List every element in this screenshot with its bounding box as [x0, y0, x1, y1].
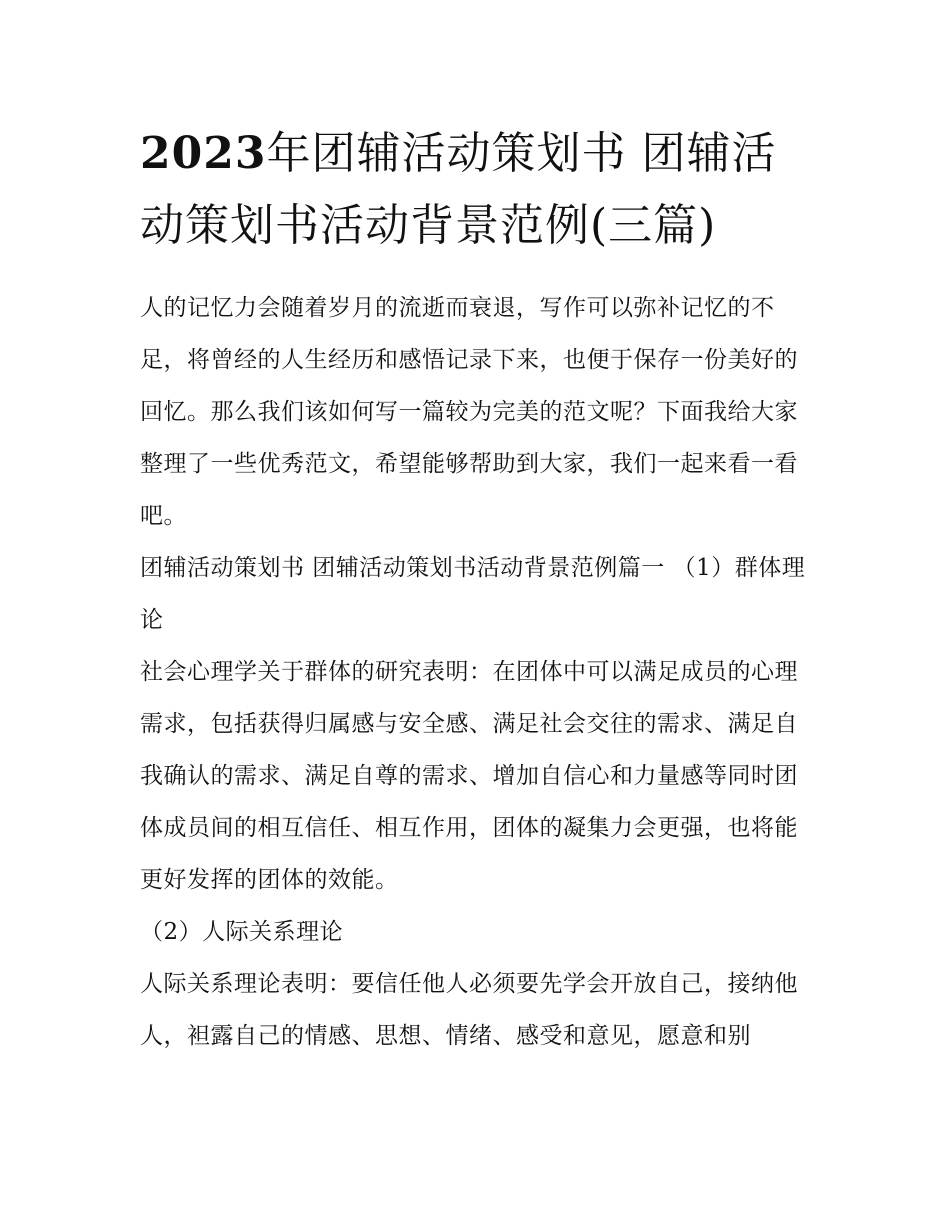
title-text: 年团辅活动策划书 团辅活动策划书活动背景范例(三篇): [140, 128, 777, 251]
document-title: [140, 118, 815, 262]
title-year: 2023: [140, 128, 267, 179]
intro-paragraph: 人的记忆力会随着岁月的流逝而衰退，写作可以弥补记忆的不足，将曾经的人生经历和感悟记录下来，也便于保存一份美好的回忆。那么我们该如何写一篇较为完美的范文呢？下面我给大家整理了一些优秀范文，希望能够帮助到大家，我们一起来看一看吧。: [140, 295, 798, 529]
interpersonal-theory-paragraph: 人际关系理论表明：要信任他人必须要先学会开放自己，接纳他人，袒露自己的情感、思想、情绪、感受和意见，愿意和别: [140, 971, 798, 1049]
document-page: [140, 118, 815, 1062]
section-heading-group-theory: 团辅活动策划书 团辅活动策划书活动背景范例篇一 （1）群体理论: [140, 555, 806, 633]
section-heading-interpersonal-theory: （2）人际关系理论: [140, 919, 344, 945]
group-theory-paragraph: 社会心理学关于群体的研究表明：在团体中可以满足成员的心理需求，包括获得归属感与安全感、满足社会交往的需求、满足自我确认的需求、满足自尊的需求、增加自信心和力量感等同时团体成员间的相互信任、相互作用，团体的凝集力会更强，也将能更好发挥的团体的效能。: [140, 659, 798, 893]
